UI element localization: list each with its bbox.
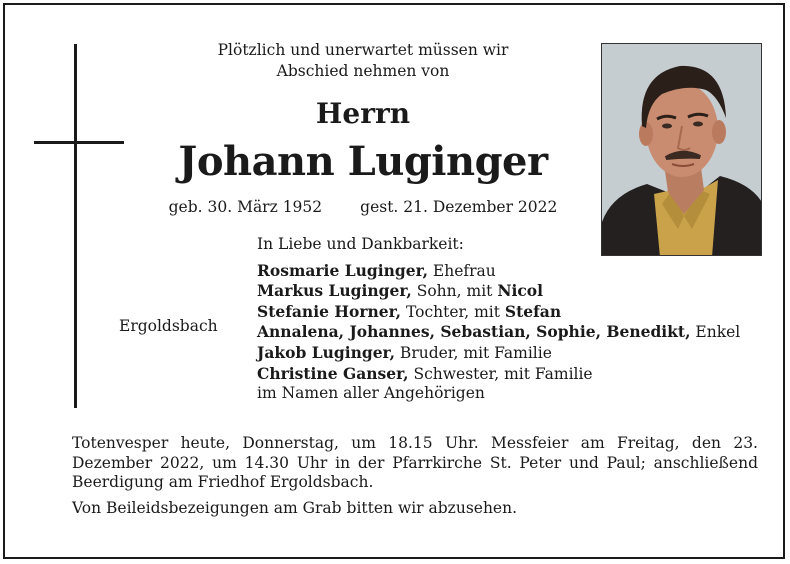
mourner-relation: Bruder, mit Familie [395,343,552,362]
mourner-name: Rosmarie Luginger, [257,260,428,280]
intro-line-2: Abschied nehmen von [276,62,450,80]
death-date: gest. 21. Dezember 2022 [360,198,558,216]
intro-text [150,40,576,82]
place-name: Ergoldsbach [119,317,218,335]
portrait-photo [601,43,762,256]
mourner-relation: Ehefrau [428,261,496,280]
mourner-name: Markus Luginger, [257,281,412,301]
portrait-illustration [602,44,762,256]
closing-line: im Namen aller Angehörigen [257,384,485,403]
service-details: Totenvesper heute, Donnerstag, um 18.15 Uhr. Messfeier am Freitag, den 23. Dezember 2022, um 14.30 Uhr in der Pfarrkirche St. Peter und Paul; anschließend Beerdigung am Friedhof Ergoldsbach. [72,434,758,491]
salutation: Herrn [315,97,411,130]
mourner-relation: Tochter, mit [401,302,505,321]
mourner-row [257,261,740,282]
mourner-name: Christine Ganser, [257,363,409,383]
condolence-note: Von Beileidsbezeigungen am Grab bitten wir abzusehen. [72,498,518,517]
cross-horizontal-bar [34,141,124,144]
cross-vertical-bar [74,44,77,408]
birth-date: geb. 30. März 1952 [168,198,323,216]
life-dates [150,196,576,218]
mourner-row [257,322,740,343]
mourner-name: Annalena, Johannes, Sebastian, Sophie, Benedikt, [257,322,691,342]
mourner-row [257,343,740,364]
mourner-partner: Stefan [504,301,562,321]
mourner-partner: Nicol [497,281,544,301]
mourners-list [257,235,740,404]
mourner-name: Jakob Luginger, [257,342,395,362]
mourner-relation: Schwester, mit Familie [408,364,593,383]
deceased-name: Johann Luginger [178,138,548,185]
mourner-row [257,281,740,302]
mourner-row [257,364,740,385]
thanks-line: In Liebe und Dankbarkeit: [257,235,464,253]
intro-line-1: Plötzlich und unerwartet müssen wir [217,41,509,59]
mourner-relation: Enkel [690,323,741,342]
service-notice [72,434,758,524]
mourner-name: Stefanie Horner, [257,301,402,321]
mourner-relation: Sohn, mit [411,282,498,301]
mourner-row [257,302,740,323]
